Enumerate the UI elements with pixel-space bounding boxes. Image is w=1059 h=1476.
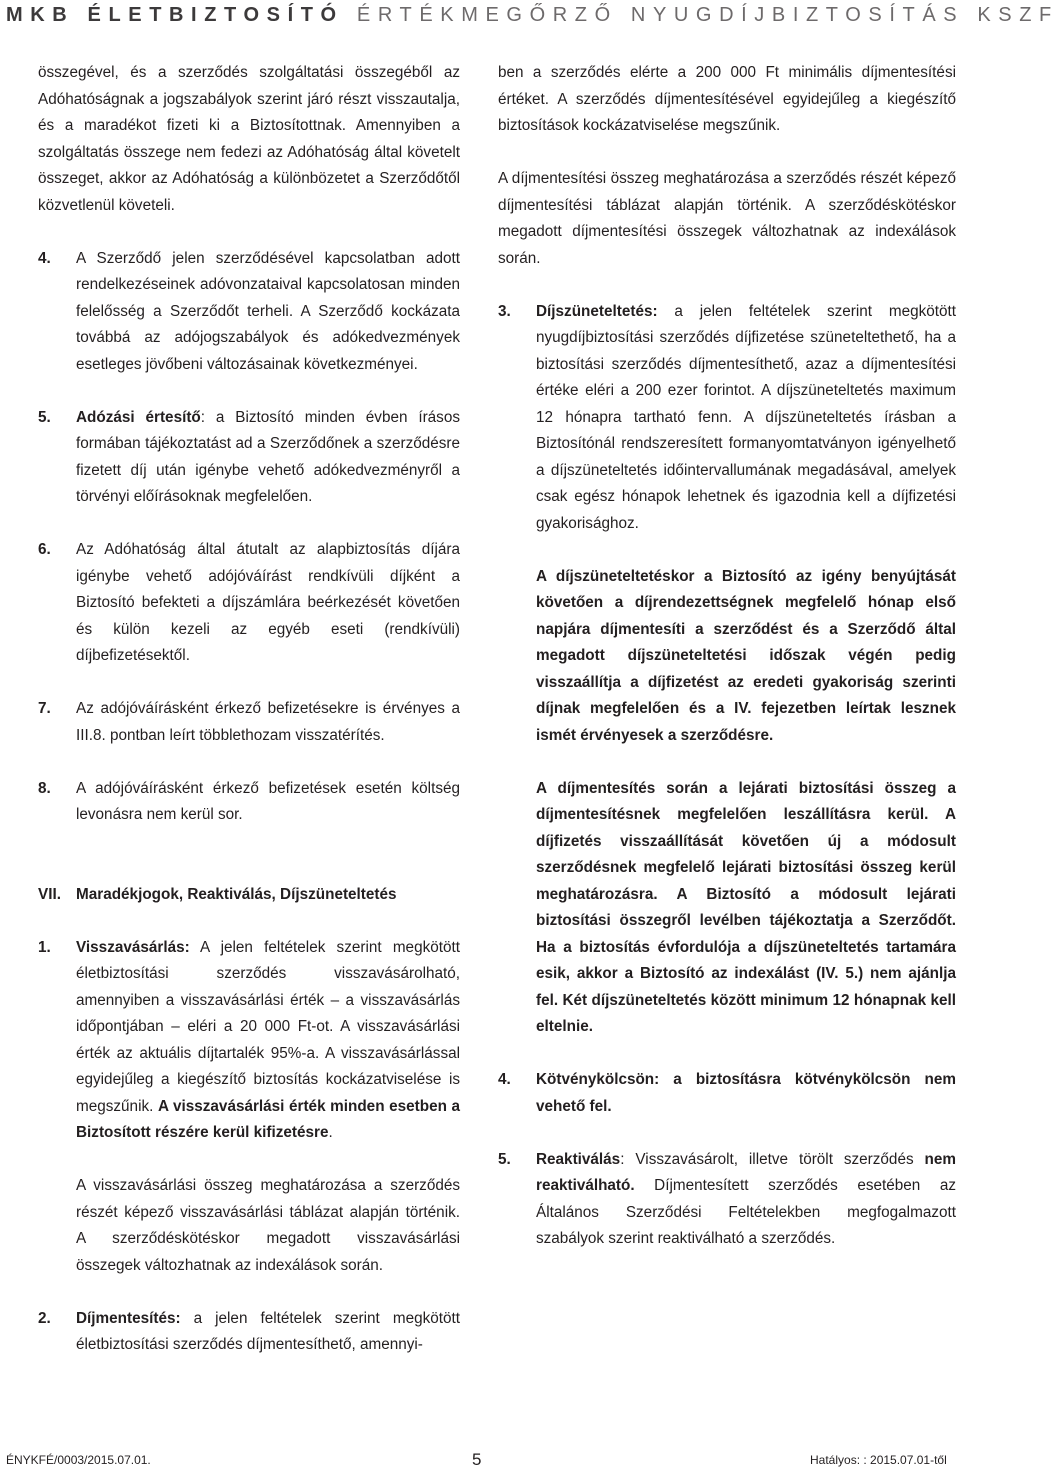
item-number: 4. (498, 1071, 511, 1088)
list-item (38, 537, 460, 670)
footer-effective-date: Hatályos: : 2015.07.01-től (810, 1453, 947, 1467)
exemption-bold-paragraph: A díjmentesítés során a lejárati biztosítási összeg a díjmentesítésnek megfelelően leszállításra kerül. A díjfizetés visszaállítását követően új a módosult szerződésnek megfelelő lejárati biztosítási összeg kerül meghatározásra. A Biztosító a módosult lejárati biztosítási összegről levélben tájékoztatja a Szerződőt. Ha a biztosítás évfordulója a díjszüneteltetés tartamára esik, akkor a Biztosító az indexálást (IV. 5.) nem ajánlja fel. Két díjszüneteltetés között minimum 12 hónapnak kell eltelnie. (536, 779, 956, 1035)
list-item (498, 1067, 956, 1120)
section-number: VII. (38, 885, 61, 903)
list-item (38, 776, 460, 829)
list-item (38, 696, 460, 749)
item-text: a jelen feltételek szerint megkötött életbiztosítási szerződés díjmentesíthető, amennyi- (76, 1309, 460, 1353)
item-text-end: Díjmentesített szerződés esetében az Általános Szerződési Feltételekben megfogalmazott szabályok szerint reaktiválható a szerződés. (536, 1177, 956, 1247)
header-product: ÉRTÉKMEGŐRZŐ NYUGDÍJBIZTOSÍTÁS KSZF (356, 4, 1059, 26)
item-text: A adójóváírásként érkező befizetések esetén költség levonásra nem kerül sor. (76, 779, 460, 823)
item-heading: Visszavásárlás: (76, 938, 190, 956)
exemption-table-paragraph: A díjmentesítési összeg meghatározása a szerződés részét képező díjmentesítési táblázat alapján történik. A szerződéskötéskor megadott díjmentesítési összegek változhatnak az indexálások során. (498, 170, 956, 267)
item-body (536, 299, 956, 1041)
surrender-table-paragraph: A visszavásárlási összeg meghatározása a szerződés részét képező visszavásárlási táblázat alapján történik. A szerződéskötéskor megadott visszavásárlási összegek változhatnak az indexálások során. (76, 1177, 460, 1274)
item-text: A jelen feltételek szerint megkötött életbiztosítási szerződés visszavásárolható, amennyiben a visszavásárlási érték – a visszavásárlás időpontjában – eléri a 20 000 Ft-ot. A visszavásárlási érték az aktuális díjtartalék 95%-a. A visszavásárlással egyidejűleg a kiegészítő biztosítás kockázatviselése is megszűnik. (76, 938, 460, 1115)
item-number: 5. (498, 1150, 511, 1168)
item-number: 1. (38, 938, 51, 956)
item-number: 6. (38, 541, 51, 558)
item-number: 8. (38, 779, 51, 797)
footer-document-code: ÉNYKFÉ/0003/2015.07.01. (6, 1453, 151, 1467)
list-item (38, 935, 460, 1280)
item-text: a jelen feltételek szerint megkötött nyugdíjbiztosítási szerződés díjfizetése szüneteltethető, ha a biztosítási szerződés díjmentesíthető, azaz a díjmentesítési értéke eléri a 200 ezer forintot. A díjszüneteltetés maximum 12 hónapra tartható fenn. A díjszüneteltetés írásban a Biztosítónál rendszeresített formanyomtatványon igényelhető a díjszüneteltetés időintervallumának megadásával, amelyek csak egész hónapok lehetnek és igazodnia kell a díjfizetési gyakorisághoz. (536, 302, 956, 532)
intro-paragraph: összegével, és a szerződés szolgáltatási összegéből az Adóhatóságnak a jogszabályok szerint járó részt visszautalja, és a maradékot fizeti ki a Biztosítottnak. Amennyiben a szolgáltatás összege nem fedezi az Adóhatóság által követelt összeget, akkor az Adóhatóság a különbözetet a Szerződőtől közvetlenül követeli. (38, 64, 460, 214)
suspension-paragraph (536, 299, 956, 538)
right-column (498, 60, 956, 1279)
item-text: A Szerződő jelen szerződésével kapcsolatban adott rendelkezéseinek adóvonzataival kapcsolatosan minden felelősség a Szerződőt terheli. A Szerződő kockázata továbbá az adójogszabályok és adókedvezmények esetleges jövőbeni változásainak következményei. (76, 249, 460, 373)
item-number: 3. (498, 302, 511, 320)
item-heading: Reaktiválás (536, 1150, 621, 1168)
section-heading (38, 882, 460, 909)
item-text: : Visszavásárolt, illetve törölt szerződés (620, 1150, 925, 1168)
list-item (38, 405, 460, 511)
continued-paragraph: ben a szerződés elérte a 200 000 Ft minimális díjmentesítési értéket. A szerződés díjmentesítésével egyidejűleg a kiegészítő biztosítások kockázatviselése megszűnik. (498, 64, 956, 134)
list-item (38, 246, 460, 379)
item-text: Az adójóváírásként érkező befizetésekre is érvényes a III.8. pontban leírt többlethozam visszatérítés. (76, 700, 460, 744)
item-number: 5. (38, 408, 51, 426)
left-column (38, 60, 460, 1385)
item-text: : a Biztosító minden évben írásos formában tájékoztatást ad a Szerződőnek a szerződésre fizetett díj után igénybe vehető adókedvezményről a törvényi előírásoknak megfelelően. (76, 408, 460, 505)
surrender-paragraph (76, 935, 460, 1147)
item-number: 4. (38, 249, 51, 267)
item-text: Kötvénykölcsön: a biztosításra kötvénykölcsön nem vehető fel. (536, 1071, 956, 1115)
item-emphasis: nem reaktiválható. (536, 1150, 956, 1194)
item-end: . (328, 1124, 333, 1141)
item-number: 7. (38, 700, 51, 717)
item-number: 2. (38, 1309, 51, 1327)
list-item (38, 1306, 460, 1359)
section-title: Maradékjogok, Reaktiválás, Díjszüneteltetés (76, 885, 397, 903)
item-emphasis: A visszavásárlási érték minden esetben a Biztosított részére kerül kifizetésre (76, 1097, 461, 1141)
suspension-bold-paragraph: A díjszüneteltetéskor a Biztosító az igény benyújtását követően a díjrendezettségnek megfelelő hónap első napjára díjmentesíti a szerződést és a Szerződő által megadott díjszüneteltetési időszak végén pedig visszaállítja a díjfizetést az eredeti gyakoriság szerinti díjnak megfelelően és a IV. fejezetben leírtak lesznek ismét érvényesek a szerződésre. (536, 567, 956, 744)
item-body (76, 405, 460, 511)
page-header (6, 0, 1059, 30)
item-body (536, 1147, 956, 1253)
list-item (498, 299, 956, 1041)
item-text: Az Adóhatóság által átutalt az alapbiztosítás díjára igénybe vehető adójóváírást rendkívüli díjként a Biztosító befekteti a díjszámlára beérkezését követően és külön kezeli az egyéb eseti (rendkívüli) díjbefizetésektől. (76, 541, 460, 664)
item-body (76, 935, 460, 1280)
header-company: MKB ÉLETBIZTOSÍTÓ (6, 4, 344, 26)
item-heading: Adózási értesítő (76, 408, 201, 426)
list-item (498, 1147, 956, 1253)
item-heading: Díjszüneteltetés: (536, 302, 658, 320)
page-number: 5 (472, 1450, 482, 1469)
item-heading: Díjmentesítés: (76, 1309, 181, 1327)
item-body (76, 1306, 460, 1359)
